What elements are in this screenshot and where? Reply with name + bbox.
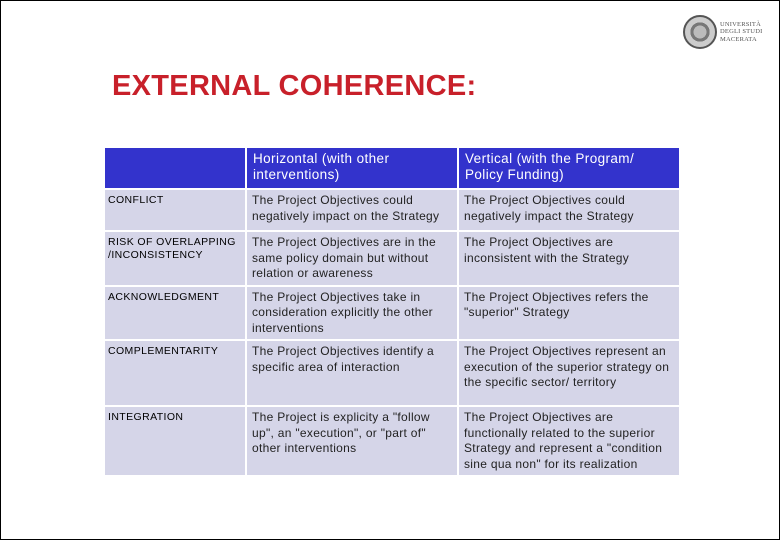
university-seal-icon xyxy=(683,15,717,49)
header-corner-cell xyxy=(104,147,246,189)
vertical-cell: The Project Objectives could negatively impact the Strategy xyxy=(458,189,680,231)
horizontal-cell: The Project Objectives are in the same policy domain but without relation or awareness xyxy=(246,231,458,286)
table-row xyxy=(104,286,680,341)
vertical-cell: The Project Objectives are functionally related to the superior Strategy and represent a "condition sine qua non" for its realization xyxy=(458,406,680,476)
table-header xyxy=(104,147,680,189)
row-label: INTEGRATION xyxy=(104,406,246,476)
table-row xyxy=(104,189,680,231)
logo-line-1: UNIVERSITÀ xyxy=(720,20,761,28)
vertical-cell: The Project Objectives are inconsistent with the Strategy xyxy=(458,231,680,286)
coherence-table xyxy=(103,146,681,477)
table-body xyxy=(104,189,680,476)
header-row xyxy=(104,147,680,189)
row-label: RISK OF OVERLAPPING /INCONSISTENCY xyxy=(104,231,246,286)
university-logo-text xyxy=(720,21,762,44)
horizontal-cell: The Project Objectives could negatively impact on the Strategy xyxy=(246,189,458,231)
horizontal-cell: The Project Objectives take in consideration explicitly the other interventions xyxy=(246,286,458,341)
horizontal-cell: The Project Objectives identify a specific area of interaction xyxy=(246,340,458,406)
table-row xyxy=(104,406,680,476)
logo-line-2: DEGLI STUDI xyxy=(720,28,763,36)
slide-title: EXTERNAL COHERENCE: xyxy=(112,70,477,102)
table-row xyxy=(104,340,680,406)
row-label: CONFLICT xyxy=(104,189,246,231)
row-label: ACKNOWLEDGMENT xyxy=(104,286,246,341)
horizontal-cell: The Project is explicity a "follow up", an "execution", or "part of" other interventions xyxy=(246,406,458,476)
logo-line-3: MACERATA xyxy=(720,35,757,43)
row-label: COMPLEMENTARITY xyxy=(104,340,246,406)
vertical-cell: The Project Objectives represent an execution of the superior strategy on the specific sector/ territory xyxy=(458,340,680,406)
header-horizontal: Horizontal (with other interventions) xyxy=(246,147,458,189)
vertical-cell: The Project Objectives refers the "superior" Strategy xyxy=(458,286,680,341)
header-vertical: Vertical (with the Program/ Policy Funding) xyxy=(458,147,680,189)
university-logo xyxy=(683,12,769,52)
table-row xyxy=(104,231,680,286)
